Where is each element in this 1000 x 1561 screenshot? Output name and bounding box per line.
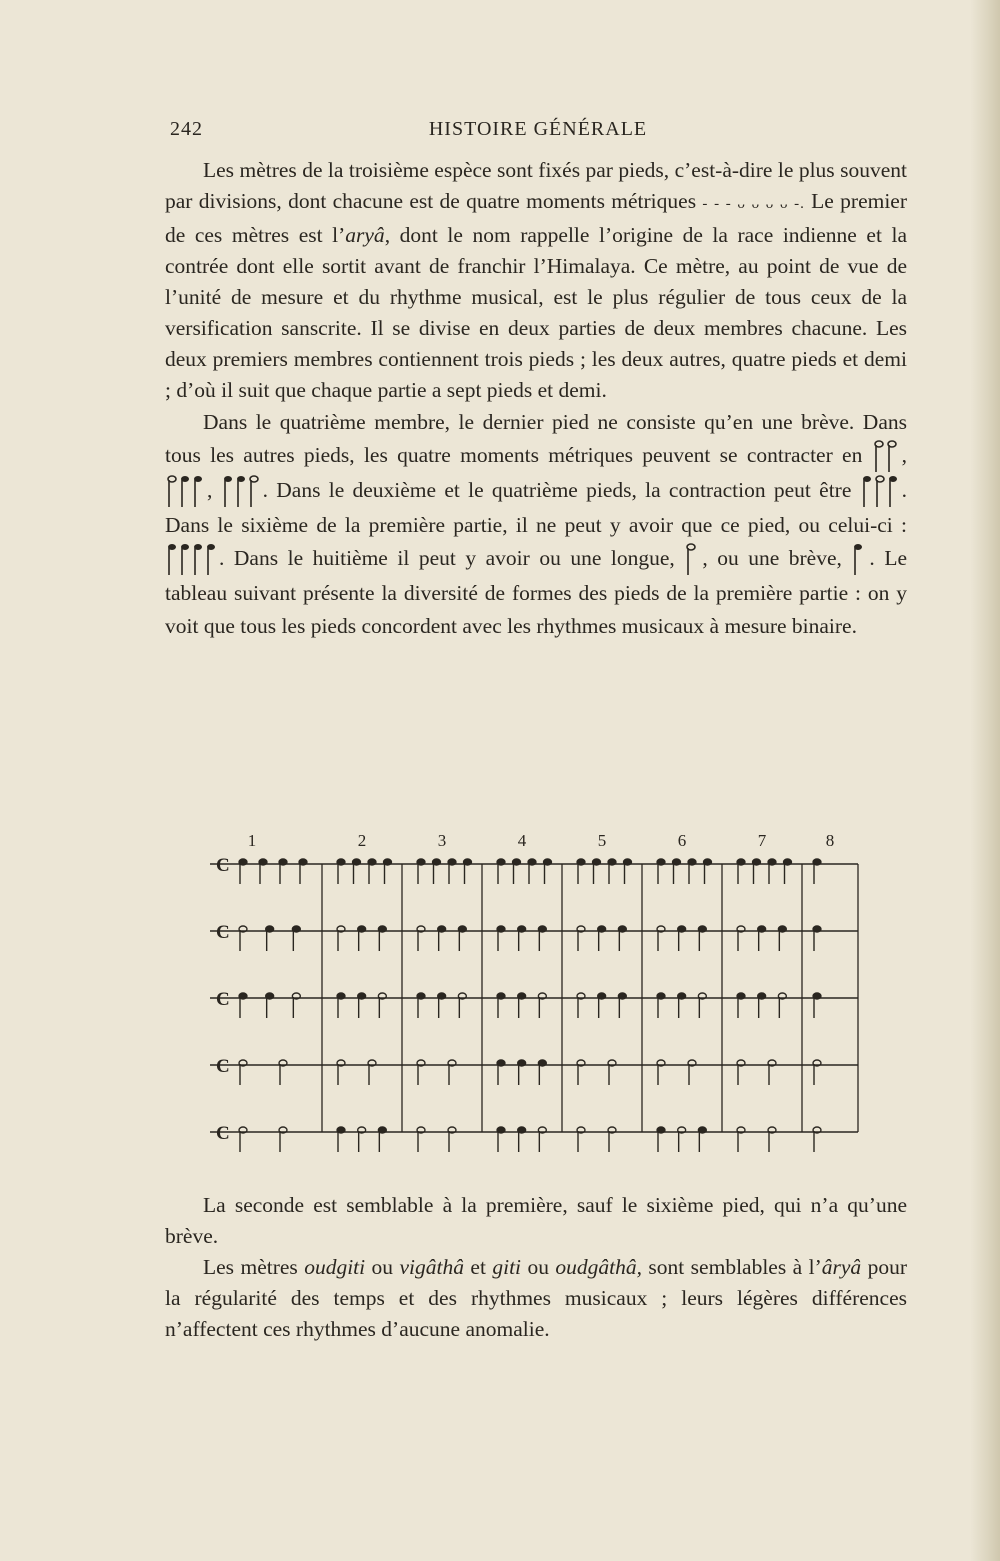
notes-half-quarter-quarter bbox=[167, 475, 205, 509]
paragraph-1: Les mètres de la troisième espèce sont fixés par pieds, c’est-à-dire le plus souvent par divisions, dont chacune est de quatre moments métriques - - - ᴗ ᴗ ᴗ ᴗ -. Le premier de ces mètres est l’aryâ, dont le nom rappelle l’origine de la race indienne et la contrée dont elle sortit avant de franchir l’Himalaya. Ce mètre, au point de vue de l’unité de mesure et du rhythme musical, est le plus régulier de tous ceux de la versification sanscrite. Il se divise en deux parties de deux membres chacune. Les deux premiers membres contiennent trois pieds ; les deux autres, quatre pieds et demi ; d’où il suit que chaque partie a sept pieds et demi. bbox=[165, 158, 908, 402]
time-signature-c-2: C bbox=[216, 922, 230, 943]
column-number-4: 4 bbox=[517, 831, 527, 850]
paragraph-4: Les mètres oudgiti ou vigâthâ et giti ou oudgâthâ, sont semblables à l’âryâ pour la régularité des temps et des rhythmes musicaux ; leurs légères différences n’affectent ces rhythmes d’aucune anomalie. bbox=[165, 1255, 908, 1341]
time-signature-c-1: C bbox=[216, 855, 230, 876]
note-quarter-breve bbox=[853, 543, 867, 577]
meter-scheme: - - - ᴗ ᴗ ᴗ ᴗ -. bbox=[702, 196, 805, 212]
running-header bbox=[168, 118, 908, 144]
page-number: 242 bbox=[170, 118, 203, 140]
column-number-8: 8 bbox=[825, 831, 835, 850]
notes-quarter-half-quarter bbox=[862, 475, 900, 509]
column-number-1: 1 bbox=[247, 831, 257, 850]
feet-table bbox=[210, 826, 870, 1176]
column-number-6: 6 bbox=[677, 831, 687, 850]
term-arya: aryâ bbox=[345, 223, 385, 247]
time-signature-c-3: C bbox=[216, 989, 230, 1010]
term-oudgatha: oudgâthâ, bbox=[555, 1255, 642, 1279]
notes-quarter-quarter-half bbox=[223, 475, 261, 509]
column-number-5: 5 bbox=[597, 831, 607, 850]
body-text-bottom bbox=[165, 1190, 907, 1345]
term-giti: giti bbox=[492, 1255, 522, 1279]
paragraph-2: Dans le quatrième membre, le dernier pied ne consiste qu’en une brève. Dans tous les autres pieds, les quatre moments métriques peuvent se contracter en , , . Dans le deuxième et le quatrième pieds, la contraction peut être . Dans le sixième de la première partie, il ne peut y avoir que ce pied, ou celui-ci : . Dans le huitième il peut y avoir ou une longue, , ou une brève, . Le tableau suivant présente la diversité de formes des pieds de la première partie : on y voit que tous les pieds concordent avec les rhythmes musicaux à mesure binaire. bbox=[165, 410, 908, 639]
running-title: HISTOIRE GÉNÉRALE bbox=[428, 118, 648, 140]
time-signature-c-4: C bbox=[216, 1056, 230, 1077]
column-number-7: 7 bbox=[757, 831, 767, 850]
notes-half-half bbox=[874, 440, 900, 474]
feet-table-svg bbox=[210, 826, 870, 1176]
term-arya-2: âryâ bbox=[821, 1255, 862, 1279]
note-half-longue bbox=[686, 543, 700, 577]
time-signature-c-5: C bbox=[216, 1123, 230, 1144]
paragraph-3: La seconde est semblable à la première, sauf le sixième pied, qui n’a qu’une brève. bbox=[165, 1193, 907, 1248]
notes-four-quarters bbox=[167, 543, 217, 577]
body-text-top bbox=[165, 155, 907, 643]
page-edge-shadow bbox=[970, 0, 1000, 1561]
term-oudgiti: oudgiti bbox=[304, 1255, 366, 1279]
term-vigatha: vigâthâ bbox=[399, 1255, 464, 1279]
column-number-3: 3 bbox=[437, 831, 447, 850]
column-number-2: 2 bbox=[357, 831, 367, 850]
